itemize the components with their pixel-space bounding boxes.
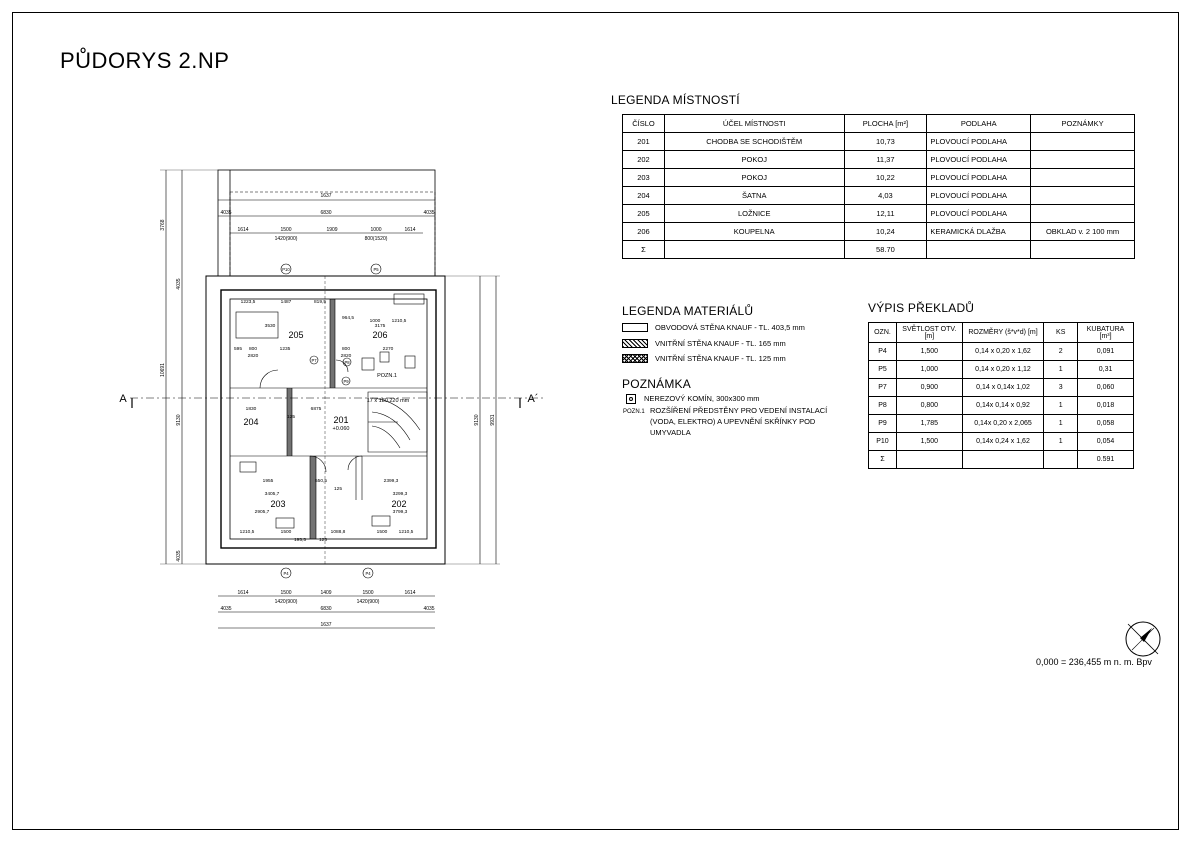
dim-bottom-4035b: 4035	[423, 606, 435, 612]
table-cell: 0,800	[896, 397, 962, 415]
page-title: PŮDORYS 2.NP	[60, 48, 230, 73]
dim-inner: 1210,5	[391, 319, 407, 324]
dim-inner: 1088,8	[330, 530, 346, 535]
table-cell: POKOJ	[664, 151, 844, 169]
table-cell: 0,14 x 0,20 x 1,62	[962, 343, 1044, 361]
table-cell: 0,31	[1078, 361, 1134, 379]
dim-inner: 1210,5	[398, 530, 414, 535]
table-row	[869, 379, 1134, 397]
chimney-note	[626, 393, 759, 404]
lintel-tag: P10	[282, 267, 290, 272]
dim-inner: 3175	[374, 324, 386, 329]
dim-top-4035b: 4035	[423, 210, 435, 216]
material-item	[622, 339, 786, 348]
dim-top-4035a: 4035	[220, 210, 232, 216]
table-sum-row	[869, 451, 1134, 469]
lintel-tag: P4	[365, 571, 371, 576]
table-cell: 0,054	[1078, 433, 1134, 451]
header-cell: ČÍSLO	[623, 115, 665, 133]
dim-inner: 2905,7	[254, 510, 270, 515]
dim-top-1614a: 1614	[237, 227, 249, 233]
table-cell: 0.591	[1078, 451, 1134, 469]
table-cell	[1031, 241, 1135, 259]
table-cell: 0,058	[1078, 415, 1134, 433]
dim-inner: 1210,5	[239, 530, 255, 535]
room-number-202: 202	[391, 499, 407, 509]
dim-inner: 125	[318, 538, 328, 543]
dim-inner: 6875	[310, 407, 322, 412]
dim-bottom-1500b: 1500	[362, 590, 374, 596]
dim-inner: 195,5	[293, 538, 307, 543]
dim-inner: 3405,7	[264, 492, 280, 497]
notes-heading: POZNÁMKA	[622, 377, 691, 391]
table-cell: PLOVOUCÍ PODLAHA	[927, 169, 1031, 187]
north-arrow-icon	[1122, 618, 1164, 660]
table-cell: ŠATNA	[664, 187, 844, 205]
table-header-row	[623, 115, 1135, 133]
table-cell	[896, 451, 962, 469]
table-cell: 0,060	[1078, 379, 1134, 397]
table-row	[869, 343, 1134, 361]
table-cell: 0,14 x 0,20 x 1,12	[962, 361, 1044, 379]
table-cell	[1031, 151, 1135, 169]
table-row	[869, 361, 1134, 379]
table-cell: OBKLAD v. 2 100 mm	[1031, 223, 1135, 241]
table-cell: 0,14x 0,20 x 2,065	[962, 415, 1044, 433]
dim-bottom-1409: 1409	[320, 590, 332, 596]
table-cell: 0,900	[896, 379, 962, 397]
table-row	[869, 415, 1134, 433]
table-cell: P4	[869, 343, 897, 361]
dim-inner: 800	[248, 347, 258, 352]
table-row	[869, 397, 1134, 415]
table-cell: 1	[1044, 433, 1078, 451]
table-cell: 10,24	[844, 223, 927, 241]
table-row	[623, 205, 1135, 223]
table-cell: P7	[869, 379, 897, 397]
dim-inner: 800	[341, 347, 351, 352]
table-row	[623, 223, 1135, 241]
dim-inner: 1487	[280, 300, 292, 305]
material-label: VNITŘNÍ STĚNA KNAUF - TL. 165 mm	[655, 339, 786, 348]
room-number-205: 205	[288, 330, 304, 340]
table-cell	[1044, 451, 1078, 469]
material-label: VNITŘNÍ STĚNA KNAUF - TL. 125 mm	[655, 354, 786, 363]
lintels-heading: VÝPIS PŘEKLADŮ	[868, 301, 975, 315]
material-item	[622, 323, 805, 332]
section-mark-right: A´	[527, 393, 539, 405]
dim-vert-4035b: 4035	[176, 550, 182, 562]
chimney-note-text: NEREZOVÝ KOMÍN, 300x300 mm	[644, 394, 760, 403]
table-cell: 0,14 x 0,14x 1,02	[962, 379, 1044, 397]
dim-inner: 3799,3	[392, 510, 408, 515]
table-cell: 204	[623, 187, 665, 205]
dim-top-1909: 1909	[326, 227, 338, 233]
table-cell: 11,37	[844, 151, 927, 169]
table-row	[869, 433, 1134, 451]
table-cell: 2	[1044, 343, 1078, 361]
dim-inner: 1500	[280, 530, 292, 535]
table-cell: 10,22	[844, 169, 927, 187]
dim-bottom-1420a: 1420(900)	[274, 599, 298, 605]
table-cell: 1,500	[896, 433, 962, 451]
rooms-legend-table	[622, 114, 1135, 259]
header-cell: ÚČEL MÍSTNOSTI	[664, 115, 844, 133]
dim-inner: 2399,3	[383, 479, 399, 484]
table-cell: PLOVOUCÍ PODLAHA	[927, 133, 1031, 151]
table-cell: 3	[1044, 379, 1078, 397]
dim-vert-9130b: 9130	[474, 414, 480, 426]
header-cell: PLOCHA [m²]	[844, 115, 927, 133]
dim-bottom-1420b: 1420(900)	[356, 599, 380, 605]
table-cell: 10,73	[844, 133, 927, 151]
pozn-tag: POZN.1	[623, 409, 645, 415]
pozn-label: POZN.1	[377, 373, 397, 379]
table-cell: PLOVOUCÍ PODLAHA	[927, 205, 1031, 223]
table-cell	[1031, 205, 1135, 223]
table-cell: PLOVOUCÍ PODLAHA	[927, 151, 1031, 169]
table-cell: 12,11	[844, 205, 927, 223]
chimney-icon	[626, 394, 636, 404]
dim-bottom-1614a: 1614	[237, 590, 249, 596]
dim-top-800: 800(1520)	[364, 236, 388, 242]
room-number-201: 201	[333, 415, 349, 425]
dim-inner: 3530	[264, 324, 276, 329]
dim-inner: 2820	[247, 354, 259, 359]
dim-inner: 2270	[382, 347, 394, 352]
dim-inner: 964,5	[341, 316, 355, 321]
dim-inner: 3299,3	[392, 492, 408, 497]
dim-bottom-1637: 1637	[320, 622, 332, 628]
table-cell: 206	[623, 223, 665, 241]
dim-bottom-1614b: 1614	[404, 590, 416, 596]
table-row	[623, 151, 1135, 169]
dim-inner: 1955	[262, 479, 274, 484]
pozn-line: ROZŠÍŘENÍ PŘEDSTĚNY PRO VEDENÍ INSTALACÍ	[650, 406, 828, 415]
material-swatch-hatch	[622, 339, 648, 348]
table-cell	[1031, 169, 1135, 187]
table-cell: KOUPELNA	[664, 223, 844, 241]
room-number-203: 203	[270, 499, 286, 509]
table-cell: 0,14x 0,24 x 1,62	[962, 433, 1044, 451]
dim-inner: 1000	[369, 319, 381, 324]
dim-top-6830: 6830	[320, 210, 332, 216]
table-cell: 1,500	[896, 343, 962, 361]
header-cell: SVĚTLOST OTV. [m]	[896, 323, 962, 343]
dim-top-1637: 1637	[320, 193, 332, 199]
dim-top-1000: 1000	[370, 227, 382, 233]
header-cell: POZNÁMKY	[1031, 115, 1135, 133]
table-cell: Σ	[869, 451, 897, 469]
table-cell: CHODBA SE SCHODIŠTĚM	[664, 133, 844, 151]
table-cell	[664, 241, 844, 259]
room-number-206: 206	[372, 330, 388, 340]
dim-inner: 595	[233, 347, 243, 352]
table-cell: P5	[869, 361, 897, 379]
pozn-line: (VODA, ELEKTRO) A UPEVNĚNÍ SKŘÍNKY POD	[650, 417, 816, 426]
table-row	[623, 169, 1135, 187]
level-mark: +0.060	[332, 426, 350, 432]
dim-top-1420: 1420(900)	[274, 236, 298, 242]
table-cell: P8	[869, 397, 897, 415]
table-cell: 202	[623, 151, 665, 169]
header-cell: OZN.	[869, 323, 897, 343]
table-cell	[1031, 187, 1135, 205]
material-label: OBVODOVÁ STĚNA KNAUF - TL. 403,5 mm	[655, 323, 805, 332]
dim-inner: 2820	[340, 354, 352, 359]
table-cell: PLOVOUCÍ PODLAHA	[927, 187, 1031, 205]
pozn-line: UMYVADLA	[650, 428, 691, 437]
table-cell: 201	[623, 133, 665, 151]
table-row	[623, 187, 1135, 205]
dim-inner: 1830	[245, 407, 257, 412]
pozn-text	[650, 405, 827, 438]
table-cell: POKOJ	[664, 169, 844, 187]
datum-label: 0,000 = 236,455 m n. m. Bpv	[1036, 657, 1152, 667]
stair-label: 17 x 180,220 mm	[366, 398, 410, 404]
table-cell	[927, 241, 1031, 259]
table-cell: 1,000	[896, 361, 962, 379]
table-cell: 1,785	[896, 415, 962, 433]
dim-inner: 125	[333, 487, 343, 492]
dim-top-1500: 1500	[280, 227, 292, 233]
dim-vert-9130a: 9130	[176, 414, 182, 426]
header-cell: KUBATURA [m³]	[1078, 323, 1134, 343]
dim-inner: 1235	[279, 347, 291, 352]
table-row	[623, 133, 1135, 151]
dim-vert-9931: 9931	[490, 414, 496, 426]
table-cell: 0,018	[1078, 397, 1134, 415]
table-cell	[1031, 133, 1135, 151]
dim-bottom-1500a: 1500	[280, 590, 292, 596]
lintel-tag: P4	[283, 571, 289, 576]
room-number-204: 204	[243, 417, 259, 427]
table-cell: 0,14x 0,14 x 0,92	[962, 397, 1044, 415]
table-cell: 0,091	[1078, 343, 1134, 361]
lintel-tag: P9	[343, 379, 349, 384]
material-swatch-empty	[622, 323, 648, 332]
table-cell: 203	[623, 169, 665, 187]
table-cell: Σ	[623, 241, 665, 259]
lintel-tag: P5	[373, 267, 379, 272]
dim-inner: 1500	[376, 530, 388, 535]
table-cell: P9	[869, 415, 897, 433]
floor-plan	[0, 0, 600, 660]
table-cell: KERAMICKÁ DLAŽBA	[927, 223, 1031, 241]
table-header-row	[869, 323, 1134, 343]
materials-legend-heading: LEGENDA MATERIÁLŮ	[622, 304, 754, 318]
table-cell: 4,03	[844, 187, 927, 205]
header-cell: PODLAHA	[927, 115, 1031, 133]
dim-bottom-4035a: 4035	[220, 606, 232, 612]
dim-vert-3768: 3768	[160, 219, 166, 231]
lintel-tag: P7	[311, 358, 317, 363]
dim-inner: 125	[286, 415, 296, 420]
rooms-legend-heading: LEGENDA MÍSTNOSTÍ	[611, 93, 740, 107]
table-cell	[962, 451, 1044, 469]
table-cell: 1	[1044, 361, 1078, 379]
table-cell: 1	[1044, 415, 1078, 433]
dim-bottom-6830: 6830	[320, 606, 332, 612]
table-cell: 58.70	[844, 241, 927, 259]
table-cell: 1	[1044, 397, 1078, 415]
dim-vert-4035a: 4035	[176, 278, 182, 290]
table-sum-row	[623, 241, 1135, 259]
table-cell: 205	[623, 205, 665, 223]
lintel-tag: P8	[344, 360, 350, 365]
header-cell: ROZMĚRY (š*v*d) [m]	[962, 323, 1044, 343]
dim-inner: 550,5	[314, 479, 328, 484]
material-swatch-crosshatch	[622, 354, 648, 363]
dim-vert-10691: 10691	[160, 363, 166, 377]
table-cell: P10	[869, 433, 897, 451]
header-cell: KS	[1044, 323, 1078, 343]
table-cell: LOŽNICE	[664, 205, 844, 223]
dim-top-1614b: 1614	[404, 227, 416, 233]
dim-inner: 819,5	[313, 300, 327, 305]
section-mark-left: A	[119, 393, 127, 405]
material-item	[622, 354, 786, 363]
dim-inner: 1223,5	[240, 300, 256, 305]
lintels-table	[868, 322, 1134, 469]
